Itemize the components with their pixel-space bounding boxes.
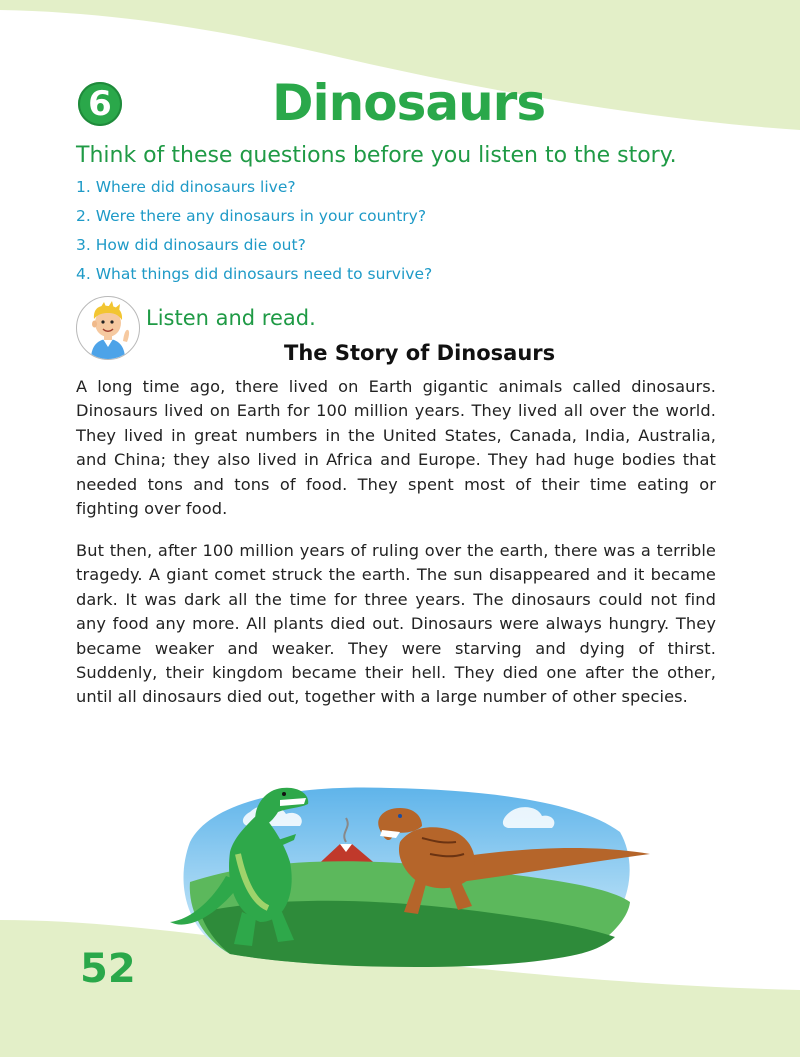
lesson-number-badge: 6 [78, 82, 122, 126]
story-paragraph: A long time ago, there lived on Earth gigantic animals called dinosaurs. Dinosaurs lived on Earth for 100 million years. They lived all over the world. They lived in great numbers in the United States, Canada, India, Australia, and China; they also lived in Africa and Europe. They had huge bodies that needed tons and tons of food. They spent most of their time eating or fighting over food. [76, 377, 716, 519]
dinosaur-illustration [160, 772, 660, 972]
story-paragraph: But then, after 100 million years of ruling over the earth, there was a terrible tragedy. A giant comet struck the earth. The sun disappeared and it became dark. It was dark all the time for three years. The dinosaurs could not find any food any more. All plants died out. Dinosaurs were always hungry. They became weaker and weaker. They were starving and dying of thirst. Suddenly, their kingdom became their hell. They died one after the other, until all dinosaurs died out, together with a large number of other species. [76, 541, 716, 707]
activity-instruction: Listen and read. [146, 306, 316, 330]
page-title: Dinosaurs [272, 74, 546, 132]
question-item: 3. How did dinosaurs die out? [76, 236, 306, 254]
question-item: 2. Were there any dinosaurs in your country? [76, 207, 427, 225]
question-list [76, 173, 432, 289]
page-number: 52 [80, 946, 136, 992]
question-item: 1. Where did dinosaurs live? [76, 178, 296, 196]
pre-listening-prompt: Think of these questions before you listen to the story. [76, 143, 677, 168]
story-title: The Story of Dinosaurs [284, 341, 556, 365]
question-item: 4. What things did dinosaurs need to survive? [76, 265, 433, 283]
boy-character-icon [76, 296, 140, 360]
